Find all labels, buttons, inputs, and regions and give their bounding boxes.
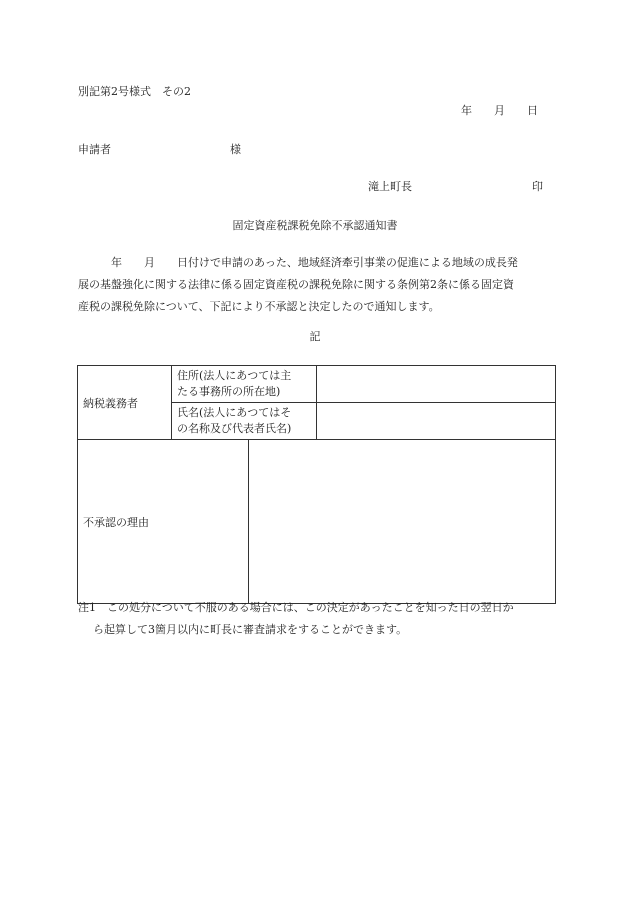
body-paragraph bbox=[78, 252, 558, 318]
issuer-name: 滝上町長 bbox=[368, 180, 412, 193]
document-title: 固定資産税課税免除不承認通知書 bbox=[232, 219, 398, 232]
ki-heading: 記 bbox=[309, 330, 321, 343]
name-label-line-1: 氏名(法人にあつてはそ bbox=[177, 406, 292, 419]
body-line-3: 産税の課税免除について、下記により不承認と決定したので通知します。 bbox=[78, 300, 440, 313]
name-value bbox=[317, 403, 556, 440]
address-label-line-2: たる事務所の所在地) bbox=[177, 385, 281, 398]
applicant-honorific: 様 bbox=[230, 143, 241, 156]
reason-row bbox=[78, 440, 556, 604]
address-label-line-1: 住所(法人にあつては主 bbox=[177, 369, 292, 382]
address-row bbox=[78, 366, 556, 403]
address-value bbox=[317, 366, 556, 403]
body-line-2: 展の基盤強化に関する法律に係る固定資産税の課税免除に関する条例第2条に係る固定資 bbox=[78, 278, 514, 291]
name-label-line-2: の名称及び代表者氏名) bbox=[177, 422, 292, 435]
footnote bbox=[78, 597, 558, 641]
applicant-label: 申請者 bbox=[78, 143, 111, 156]
name-label bbox=[172, 403, 317, 440]
details-table bbox=[77, 365, 556, 604]
form-number: 別記第2号様式 その2 bbox=[78, 85, 191, 98]
date-field: 年 月 日 bbox=[461, 104, 538, 117]
address-label bbox=[172, 366, 317, 403]
footnote-line-2: ら起算して3箇月以内に町長に審査請求をすることができます。 bbox=[93, 623, 408, 636]
reason-value bbox=[249, 440, 556, 604]
footnote-line-1: 注1 この処分について不服のある場合には、この決定があったことを知った日の翌日か bbox=[78, 601, 514, 614]
seal-mark: 印 bbox=[532, 180, 543, 193]
taxpayer-label: 納税義務者 bbox=[78, 366, 172, 440]
body-line-1: 年 月 日付けで申請のあった、地域経済牽引事業の促進による地域の成長発 bbox=[78, 256, 518, 269]
reason-label: 不承認の理由 bbox=[78, 440, 249, 604]
